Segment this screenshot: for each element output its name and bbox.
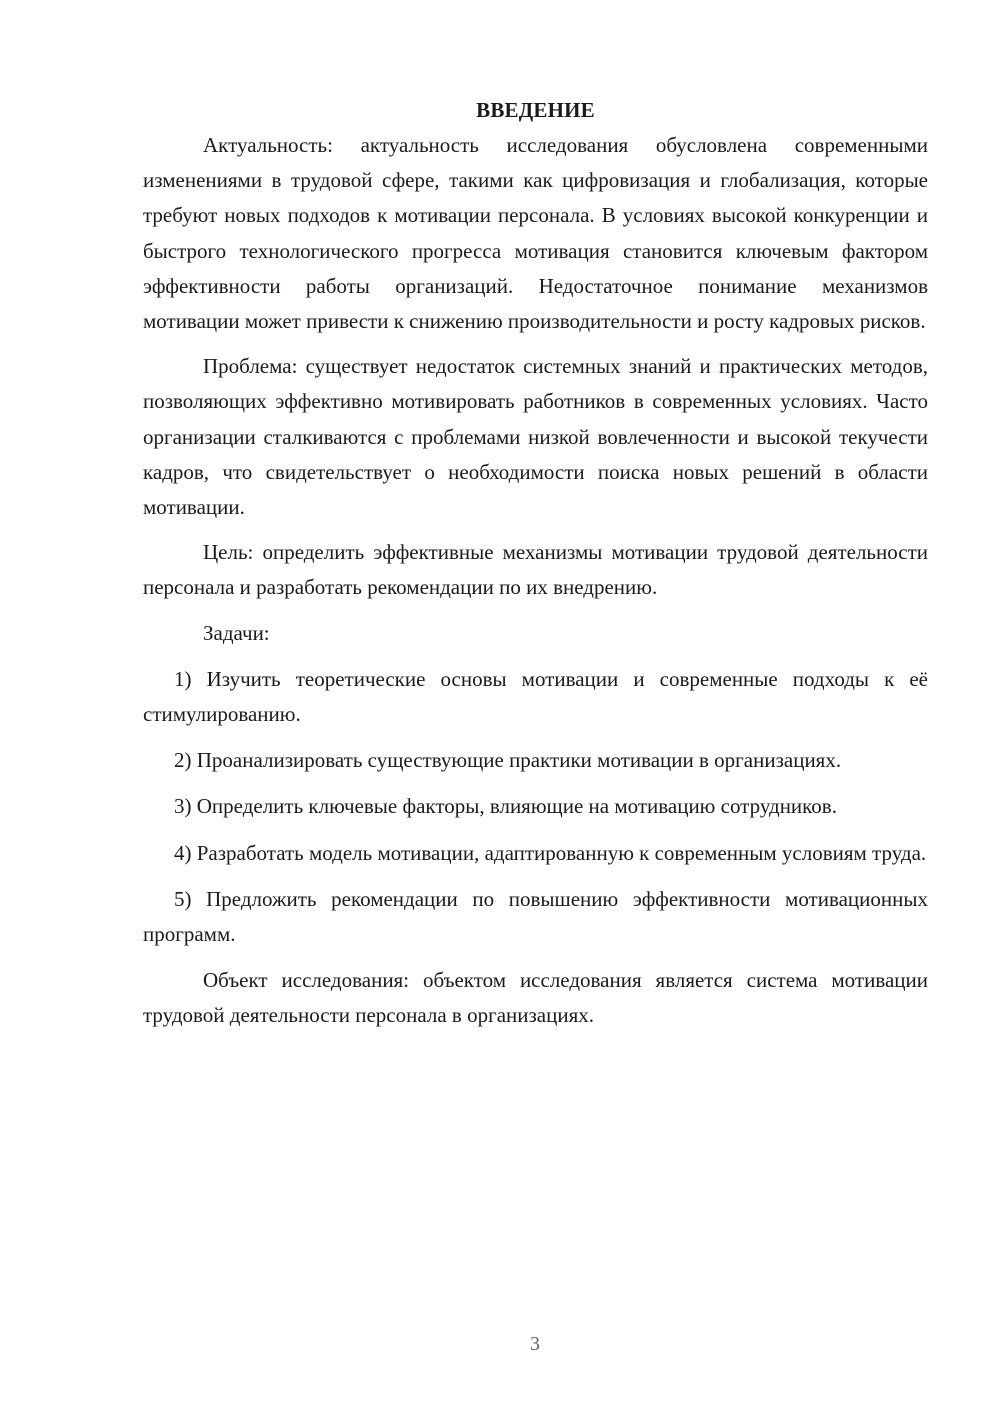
document-page xyxy=(143,93,928,1034)
page-title: ВВЕДЕНИЕ xyxy=(476,98,595,122)
tasks-heading: Задачи: xyxy=(203,620,270,645)
object-paragraph: Объект исследования: объектом исследования является система мотивации трудовой деятельности персонала в организациях. xyxy=(143,968,928,1028)
task-item: 2) Проанализировать существующие практики мотивации в организациях. xyxy=(174,748,842,773)
task-item: 3) Определить ключевые факторы, влияющие на мотивацию сотрудников. xyxy=(174,794,837,819)
page-number: 3 xyxy=(530,1333,540,1355)
task-item: 5) Предложить рекомендации по повышению эффективности мотивационных программ. xyxy=(143,886,928,947)
problem-paragraph: Проблема: существует недостаток системных знаний и практических методов, позволяющих эффективно мотивировать работников в современных условиях. Часто организации сталкиваются с проблемами низкой вовлеченности и высокой текучести кадров, что свидетельствует о необходимости поиска новых решений в области мотивации. xyxy=(143,354,928,520)
tasks-list xyxy=(143,662,928,952)
task-item: 1) Изучить теоретические основы мотивации и современные подходы к её стимулированию. xyxy=(143,666,928,727)
task-item: 4) Разработать модель мотивации, адаптированную к современным условиям труда. xyxy=(174,840,927,865)
goal-paragraph: Цель: определить эффективные механизмы мотивации трудовой деятельности персонала и разработать рекомендации по их внедрению. xyxy=(143,540,928,600)
relevance-paragraph: Актуальность: актуальность исследования обусловлена современными изменениями в трудовой сфере, такими как цифровизация и глобализация, которые требуют новых подходов к мотивации персонала. В условиях высокой конкуренции и быстрого технологического прогресса мотивация становится ключевым фактором эффективности работы организаций. Недостаточное понимание механизмов мотивации может привести к снижению производительности и росту кадровых рисков. xyxy=(143,133,928,334)
